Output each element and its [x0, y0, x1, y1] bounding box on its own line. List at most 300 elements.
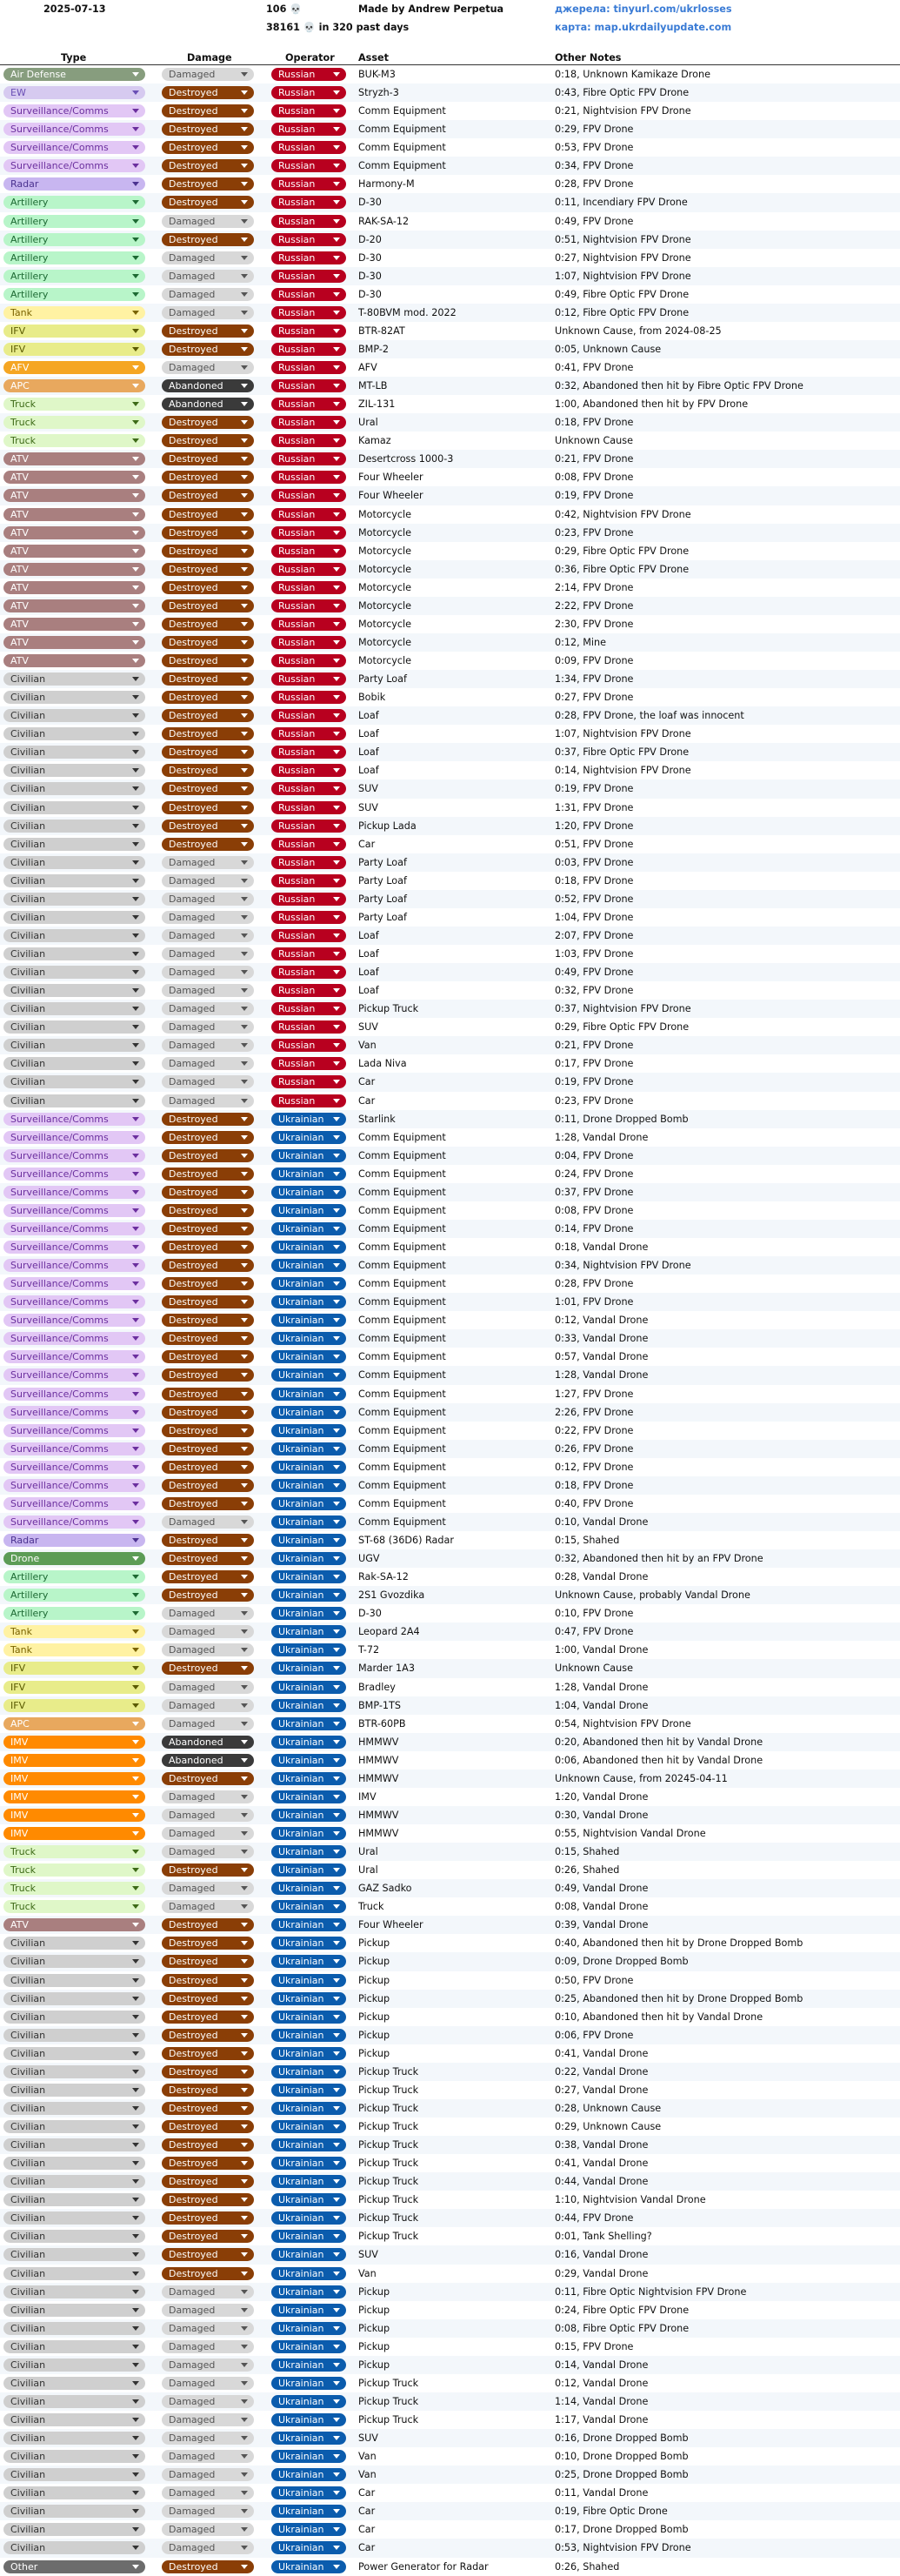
operator-select[interactable]: Ukrainian — [271, 1314, 346, 1327]
type-select[interactable]: Air Defense — [3, 68, 145, 81]
type-select[interactable]: Civilian — [3, 2413, 145, 2426]
damage-select[interactable]: Destroyed — [162, 1277, 254, 1290]
damage-select[interactable]: Damaged — [162, 1020, 254, 1034]
type-select[interactable]: Civilian — [3, 2084, 145, 2097]
damage-select[interactable]: Destroyed — [162, 489, 254, 502]
operator-select[interactable]: Ukrainian — [271, 1424, 346, 1437]
column-header-damage[interactable]: Damage — [187, 52, 232, 64]
damage-select[interactable]: Destroyed — [162, 2157, 254, 2170]
damage-select[interactable]: Destroyed — [162, 1461, 254, 1474]
type-select[interactable]: Artillery — [3, 251, 145, 264]
damage-select[interactable]: Destroyed — [162, 434, 254, 447]
operator-select[interactable]: Ukrainian — [271, 1699, 346, 1712]
type-select[interactable]: Civilian — [3, 2267, 145, 2280]
type-select[interactable]: Civilian — [3, 2486, 145, 2499]
type-select[interactable]: IFV — [3, 1681, 145, 1694]
type-select[interactable]: Civilian — [3, 2029, 145, 2042]
operator-select[interactable]: Russian — [271, 947, 346, 960]
damage-select[interactable]: Damaged — [162, 1882, 254, 1895]
damage-select[interactable]: Destroyed — [162, 1204, 254, 1217]
type-select[interactable]: Surveillance/Comms — [3, 141, 145, 154]
damage-select[interactable]: Damaged — [162, 966, 254, 979]
damage-select[interactable]: Damaged — [162, 1699, 254, 1712]
type-select[interactable]: Civilian — [3, 782, 145, 795]
damage-select[interactable]: Destroyed — [162, 1168, 254, 1181]
column-header-operator[interactable]: Operator — [285, 52, 335, 64]
operator-select[interactable]: Ukrainian — [271, 1772, 346, 1785]
operator-select[interactable]: Ukrainian — [271, 2175, 346, 2188]
type-select[interactable]: Truck — [3, 434, 145, 447]
operator-select[interactable]: Russian — [271, 159, 346, 172]
operator-select[interactable]: Ukrainian — [271, 2011, 346, 2024]
damage-select[interactable]: Destroyed — [162, 1937, 254, 1950]
type-select[interactable]: IFV — [3, 1662, 145, 1675]
damage-select[interactable]: Destroyed — [162, 2047, 254, 2060]
damage-select[interactable]: Damaged — [162, 2505, 254, 2518]
damage-select[interactable]: Destroyed — [162, 691, 254, 704]
type-select[interactable]: APC — [3, 379, 145, 392]
operator-select[interactable]: Ukrainian — [271, 1461, 346, 1474]
type-select[interactable]: Surveillance/Comms — [3, 1350, 145, 1363]
operator-select[interactable]: Ukrainian — [271, 2304, 346, 2317]
damage-select[interactable]: Destroyed — [162, 1314, 254, 1327]
type-select[interactable]: Radar — [3, 177, 145, 191]
operator-select[interactable]: Ukrainian — [271, 2193, 346, 2206]
operator-select[interactable]: Ukrainian — [271, 2359, 346, 2372]
damage-select[interactable]: Destroyed — [162, 1497, 254, 1510]
operator-select[interactable]: Ukrainian — [271, 1497, 346, 1510]
damage-select[interactable]: Destroyed — [162, 1424, 254, 1437]
operator-select[interactable]: Ukrainian — [271, 1406, 346, 1419]
type-select[interactable]: Surveillance/Comms — [3, 1259, 145, 1272]
type-select[interactable]: ATV — [3, 452, 145, 465]
damage-select[interactable]: Destroyed — [162, 654, 254, 667]
damage-select[interactable]: Destroyed — [162, 416, 254, 429]
damage-select[interactable]: Destroyed — [162, 1589, 254, 1602]
type-select[interactable]: IFV — [3, 325, 145, 338]
operator-select[interactable]: Ukrainian — [271, 2230, 346, 2243]
damage-select[interactable]: Destroyed — [162, 1131, 254, 1144]
type-select[interactable]: Truck — [3, 1882, 145, 1895]
damage-select[interactable]: Destroyed — [162, 1332, 254, 1345]
operator-select[interactable]: Ukrainian — [271, 2560, 346, 2573]
damage-select[interactable]: Destroyed — [162, 2230, 254, 2243]
damage-select[interactable]: Destroyed — [162, 2084, 254, 2097]
type-select[interactable]: Tank — [3, 1625, 145, 1638]
type-select[interactable]: Surveillance/Comms — [3, 1204, 145, 1217]
damage-select[interactable]: Damaged — [162, 2523, 254, 2536]
type-select[interactable]: Truck — [3, 1900, 145, 1913]
type-select[interactable]: Surveillance/Comms — [3, 1515, 145, 1529]
damage-select[interactable]: Damaged — [162, 288, 254, 301]
operator-select[interactable]: Ukrainian — [271, 1827, 346, 1840]
type-select[interactable]: Civilian — [3, 2432, 145, 2445]
operator-select[interactable]: Ukrainian — [271, 1625, 346, 1638]
type-select[interactable]: Civilian — [3, 929, 145, 942]
operator-select[interactable]: Ukrainian — [271, 2523, 346, 2536]
type-select[interactable]: ATV — [3, 545, 145, 558]
damage-select[interactable]: Destroyed — [162, 2211, 254, 2225]
damage-select[interactable]: Damaged — [162, 2359, 254, 2372]
operator-select[interactable]: Russian — [271, 434, 346, 447]
operator-select[interactable]: Ukrainian — [271, 1277, 346, 1290]
operator-select[interactable]: Russian — [271, 398, 346, 411]
damage-select[interactable]: Damaged — [162, 1094, 254, 1107]
damage-select[interactable]: Destroyed — [162, 196, 254, 209]
operator-select[interactable]: Ukrainian — [271, 1259, 346, 1272]
damage-select[interactable]: Destroyed — [162, 343, 254, 356]
type-select[interactable]: Artillery — [3, 215, 145, 228]
operator-select[interactable]: Ukrainian — [271, 1442, 346, 1455]
type-select[interactable]: ATV — [3, 563, 145, 576]
operator-select[interactable]: Ukrainian — [271, 2211, 346, 2225]
operator-select[interactable]: Russian — [271, 1002, 346, 1015]
operator-select[interactable]: Russian — [271, 545, 346, 558]
operator-select[interactable]: Russian — [271, 251, 346, 264]
operator-select[interactable]: Ukrainian — [271, 2450, 346, 2463]
damage-select[interactable]: Destroyed — [162, 1955, 254, 1968]
type-select[interactable]: Civilian — [3, 746, 145, 759]
damage-select[interactable]: Damaged — [162, 929, 254, 942]
operator-select[interactable]: Ukrainian — [271, 1809, 346, 1822]
type-select[interactable]: Civilian — [3, 801, 145, 814]
damage-select[interactable]: Abandoned — [162, 379, 254, 392]
damage-select[interactable]: Destroyed — [162, 177, 254, 191]
type-select[interactable]: Civilian — [3, 2102, 145, 2115]
type-select[interactable]: APC — [3, 1717, 145, 1730]
type-select[interactable]: Surveillance/Comms — [3, 159, 145, 172]
operator-select[interactable]: Russian — [271, 1094, 346, 1107]
type-select[interactable]: Civilian — [3, 1057, 145, 1070]
type-select[interactable]: Surveillance/Comms — [3, 1149, 145, 1162]
damage-select[interactable]: Destroyed — [162, 2267, 254, 2280]
operator-select[interactable]: Ukrainian — [271, 2120, 346, 2133]
damage-select[interactable]: Destroyed — [162, 709, 254, 722]
operator-select[interactable]: Russian — [271, 581, 346, 594]
type-select[interactable]: Civilian — [3, 2395, 145, 2408]
type-select[interactable]: Tank — [3, 306, 145, 319]
operator-select[interactable]: Ukrainian — [271, 2432, 346, 2445]
type-select[interactable]: Civilian — [3, 2248, 145, 2261]
type-select[interactable]: Civilian — [3, 874, 145, 887]
type-select[interactable]: ATV — [3, 654, 145, 667]
type-select[interactable]: Surveillance/Comms — [3, 1113, 145, 1126]
type-select[interactable]: IMV — [3, 1772, 145, 1785]
type-select[interactable]: Surveillance/Comms — [3, 123, 145, 136]
damage-select[interactable]: Damaged — [162, 856, 254, 869]
type-select[interactable]: Civilian — [3, 2322, 145, 2335]
damage-select[interactable]: Damaged — [162, 1075, 254, 1088]
damage-select[interactable]: Destroyed — [162, 2193, 254, 2206]
damage-select[interactable]: Destroyed — [162, 1662, 254, 1675]
damage-select[interactable]: Destroyed — [162, 2560, 254, 2573]
damage-select[interactable]: Damaged — [162, 2285, 254, 2298]
operator-select[interactable]: Russian — [271, 270, 346, 283]
damage-select[interactable]: Destroyed — [162, 782, 254, 795]
operator-select[interactable]: Ukrainian — [271, 1295, 346, 1308]
operator-select[interactable]: Ukrainian — [271, 2157, 346, 2170]
type-select[interactable]: Surveillance/Comms — [3, 1168, 145, 1181]
type-select[interactable]: Tank — [3, 1643, 145, 1656]
operator-select[interactable]: Ukrainian — [271, 1168, 346, 1181]
type-select[interactable]: Civilian — [3, 2468, 145, 2481]
operator-select[interactable]: Russian — [271, 1075, 346, 1088]
column-header-notes[interactable]: Other Notes — [555, 52, 622, 64]
operator-select[interactable]: Russian — [271, 177, 346, 191]
type-select[interactable]: Artillery — [3, 288, 145, 301]
type-select[interactable]: Civilian — [3, 838, 145, 851]
type-select[interactable]: Surveillance/Comms — [3, 1442, 145, 1455]
operator-select[interactable]: Russian — [271, 746, 346, 759]
operator-select[interactable]: Russian — [271, 1057, 346, 1070]
damage-select[interactable]: Destroyed — [162, 672, 254, 686]
damage-select[interactable]: Destroyed — [162, 2175, 254, 2188]
operator-select[interactable]: Russian — [271, 508, 346, 521]
operator-select[interactable]: Russian — [271, 709, 346, 722]
operator-select[interactable]: Russian — [271, 1020, 346, 1034]
operator-select[interactable]: Ukrainian — [271, 1589, 346, 1602]
damage-select[interactable]: Damaged — [162, 874, 254, 887]
type-select[interactable]: Radar — [3, 1534, 145, 1547]
type-select[interactable]: Surveillance/Comms — [3, 1186, 145, 1199]
damage-select[interactable]: Destroyed — [162, 508, 254, 521]
damage-select[interactable]: Abandoned — [162, 398, 254, 411]
type-select[interactable]: Surveillance/Comms — [3, 1461, 145, 1474]
operator-select[interactable]: Russian — [271, 288, 346, 301]
damage-select[interactable]: Destroyed — [162, 233, 254, 246]
operator-select[interactable]: Ukrainian — [271, 1882, 346, 1895]
damage-select[interactable]: Destroyed — [162, 581, 254, 594]
type-select[interactable]: Surveillance/Comms — [3, 1295, 145, 1308]
type-select[interactable]: Civilian — [3, 2541, 145, 2554]
operator-select[interactable]: Ukrainian — [271, 1131, 346, 1144]
damage-select[interactable]: Destroyed — [162, 1388, 254, 1401]
type-select[interactable]: ATV — [3, 489, 145, 502]
damage-select[interactable]: Damaged — [162, 251, 254, 264]
damage-select[interactable]: Destroyed — [162, 1259, 254, 1272]
operator-select[interactable]: Russian — [271, 104, 346, 117]
operator-select[interactable]: Ukrainian — [271, 1974, 346, 1987]
damage-select[interactable]: Damaged — [162, 1790, 254, 1803]
type-select[interactable]: ATV — [3, 526, 145, 539]
damage-select[interactable]: Destroyed — [162, 1406, 254, 1419]
operator-select[interactable]: Ukrainian — [271, 1643, 346, 1656]
damage-select[interactable]: Destroyed — [162, 1350, 254, 1363]
operator-select[interactable]: Russian — [271, 654, 346, 667]
type-select[interactable]: Civilian — [3, 764, 145, 777]
operator-select[interactable]: Ukrainian — [271, 2065, 346, 2078]
type-select[interactable]: IMV — [3, 1754, 145, 1767]
operator-select[interactable]: Ukrainian — [271, 1479, 346, 1492]
type-select[interactable]: Other — [3, 2560, 145, 2573]
damage-select[interactable]: Destroyed — [162, 599, 254, 612]
operator-select[interactable]: Russian — [271, 123, 346, 136]
operator-select[interactable]: Russian — [271, 911, 346, 924]
type-select[interactable]: Surveillance/Comms — [3, 1314, 145, 1327]
operator-select[interactable]: Ukrainian — [271, 1717, 346, 1730]
type-select[interactable]: Civilian — [3, 1039, 145, 1052]
damage-select[interactable]: Destroyed — [162, 1534, 254, 1547]
type-select[interactable]: Civilian — [3, 2193, 145, 2206]
damage-select[interactable]: Damaged — [162, 2541, 254, 2554]
damage-select[interactable]: Abandoned — [162, 1754, 254, 1767]
operator-select[interactable]: Ukrainian — [271, 2468, 346, 2481]
type-select[interactable]: IFV — [3, 1699, 145, 1712]
damage-select[interactable]: Destroyed — [162, 1992, 254, 2005]
damage-select[interactable]: Destroyed — [162, 2102, 254, 2115]
operator-select[interactable]: Russian — [271, 764, 346, 777]
type-select[interactable]: Surveillance/Comms — [3, 1222, 145, 1235]
operator-select[interactable]: Ukrainian — [271, 1937, 346, 1950]
operator-select[interactable]: Ukrainian — [271, 2248, 346, 2261]
damage-select[interactable]: Destroyed — [162, 618, 254, 631]
operator-select[interactable]: Russian — [271, 856, 346, 869]
operator-select[interactable]: Russian — [271, 379, 346, 392]
operator-select[interactable]: Russian — [271, 86, 346, 99]
damage-select[interactable]: Destroyed — [162, 2138, 254, 2151]
operator-select[interactable]: Ukrainian — [271, 1241, 346, 1254]
damage-select[interactable]: Damaged — [162, 215, 254, 228]
damage-select[interactable]: Damaged — [162, 2413, 254, 2426]
operator-select[interactable]: Russian — [271, 966, 346, 979]
operator-select[interactable]: Ukrainian — [271, 1790, 346, 1803]
damage-select[interactable]: Destroyed — [162, 746, 254, 759]
operator-select[interactable]: Ukrainian — [271, 2138, 346, 2151]
operator-select[interactable]: Russian — [271, 801, 346, 814]
operator-select[interactable]: Ukrainian — [271, 2047, 346, 2060]
operator-select[interactable]: Russian — [271, 306, 346, 319]
type-select[interactable]: Artillery — [3, 1607, 145, 1620]
operator-select[interactable]: Ukrainian — [271, 2102, 346, 2115]
type-select[interactable]: Civilian — [3, 1992, 145, 2005]
type-select[interactable]: Civilian — [3, 2211, 145, 2225]
operator-select[interactable]: Ukrainian — [271, 1845, 346, 1858]
damage-select[interactable]: Destroyed — [162, 1552, 254, 1565]
operator-select[interactable]: Russian — [271, 874, 346, 887]
type-select[interactable]: AFV — [3, 361, 145, 374]
operator-select[interactable]: Russian — [271, 452, 346, 465]
damage-select[interactable]: Destroyed — [162, 838, 254, 851]
damage-select[interactable]: Damaged — [162, 1900, 254, 1913]
operator-select[interactable]: Ukrainian — [271, 2084, 346, 2097]
damage-select[interactable]: Destroyed — [162, 563, 254, 576]
damage-select[interactable]: Damaged — [162, 911, 254, 924]
operator-select[interactable]: Russian — [271, 618, 346, 631]
damage-select[interactable]: Abandoned — [162, 1736, 254, 1749]
type-select[interactable]: Civilian — [3, 893, 145, 906]
type-select[interactable]: Artillery — [3, 1570, 145, 1583]
operator-select[interactable]: Ukrainian — [271, 2505, 346, 2518]
type-select[interactable]: Surveillance/Comms — [3, 1277, 145, 1290]
operator-select[interactable]: Russian — [271, 563, 346, 576]
damage-select[interactable]: Damaged — [162, 2486, 254, 2499]
operator-select[interactable]: Ukrainian — [271, 1552, 346, 1565]
type-select[interactable]: Civilian — [3, 1094, 145, 1107]
operator-select[interactable]: Ukrainian — [271, 1570, 346, 1583]
damage-select[interactable]: Destroyed — [162, 2029, 254, 2042]
operator-select[interactable]: Russian — [271, 233, 346, 246]
operator-select[interactable]: Russian — [271, 141, 346, 154]
type-select[interactable]: IFV — [3, 343, 145, 356]
type-select[interactable]: Surveillance/Comms — [3, 1388, 145, 1401]
type-select[interactable]: Civilian — [3, 2175, 145, 2188]
operator-select[interactable]: Russian — [271, 727, 346, 740]
damage-select[interactable]: Damaged — [162, 1625, 254, 1638]
type-select[interactable]: ATV — [3, 581, 145, 594]
type-select[interactable]: Civilian — [3, 672, 145, 686]
type-select[interactable]: Surveillance/Comms — [3, 1497, 145, 1510]
operator-select[interactable]: Russian — [271, 929, 346, 942]
type-select[interactable]: Surveillance/Comms — [3, 1131, 145, 1144]
damage-select[interactable]: Destroyed — [162, 141, 254, 154]
type-select[interactable]: ATV — [3, 618, 145, 631]
damage-select[interactable]: Destroyed — [162, 1241, 254, 1254]
damage-select[interactable]: Destroyed — [162, 2065, 254, 2078]
type-select[interactable]: Civilian — [3, 2523, 145, 2536]
operator-select[interactable]: Ukrainian — [271, 1368, 346, 1382]
operator-select[interactable]: Ukrainian — [271, 2395, 346, 2408]
type-select[interactable]: Civilian — [3, 2377, 145, 2390]
damage-select[interactable]: Destroyed — [162, 801, 254, 814]
damage-select[interactable]: Destroyed — [162, 104, 254, 117]
operator-select[interactable]: Ukrainian — [271, 2541, 346, 2554]
operator-select[interactable]: Russian — [271, 489, 346, 502]
damage-select[interactable]: Damaged — [162, 947, 254, 960]
type-select[interactable]: Civilian — [3, 966, 145, 979]
type-select[interactable]: Surveillance/Comms — [3, 1241, 145, 1254]
damage-select[interactable]: Destroyed — [162, 471, 254, 484]
operator-select[interactable]: Ukrainian — [271, 1918, 346, 1931]
type-select[interactable]: Surveillance/Comms — [3, 1424, 145, 1437]
operator-select[interactable]: Ukrainian — [271, 1955, 346, 1968]
operator-select[interactable]: Ukrainian — [271, 1681, 346, 1694]
damage-select[interactable]: Destroyed — [162, 727, 254, 740]
type-select[interactable]: Surveillance/Comms — [3, 104, 145, 117]
type-select[interactable]: Civilian — [3, 2285, 145, 2298]
type-select[interactable]: Civilian — [3, 2450, 145, 2463]
damage-select[interactable]: Damaged — [162, 1515, 254, 1529]
damage-select[interactable]: Damaged — [162, 1717, 254, 1730]
damage-select[interactable]: Damaged — [162, 1643, 254, 1656]
operator-select[interactable]: Russian — [271, 526, 346, 539]
type-select[interactable]: ATV — [3, 508, 145, 521]
type-select[interactable]: Truck — [3, 416, 145, 429]
damage-select[interactable]: Damaged — [162, 1002, 254, 1015]
damage-select[interactable]: Damaged — [162, 2432, 254, 2445]
operator-select[interactable]: Russian — [271, 325, 346, 338]
operator-select[interactable]: Ukrainian — [271, 2267, 346, 2280]
damage-select[interactable]: Damaged — [162, 2322, 254, 2335]
operator-select[interactable]: Ukrainian — [271, 1900, 346, 1913]
operator-select[interactable]: Ukrainian — [271, 2486, 346, 2499]
damage-select[interactable]: Damaged — [162, 1681, 254, 1694]
damage-select[interactable]: Damaged — [162, 2340, 254, 2353]
type-select[interactable]: Civilian — [3, 2011, 145, 2024]
type-select[interactable]: Truck — [3, 1863, 145, 1877]
type-select[interactable]: Civilian — [3, 2340, 145, 2353]
damage-select[interactable]: Destroyed — [162, 764, 254, 777]
type-select[interactable]: Drone — [3, 1552, 145, 1565]
type-select[interactable]: Civilian — [3, 691, 145, 704]
type-select[interactable]: Civilian — [3, 2138, 145, 2151]
damage-select[interactable]: Destroyed — [162, 1113, 254, 1126]
damage-select[interactable]: Damaged — [162, 1057, 254, 1070]
sources-link[interactable]: джерела: tinyurl.com/ukrlosses — [555, 3, 732, 15]
type-select[interactable]: Surveillance/Comms — [3, 1368, 145, 1382]
type-select[interactable]: ATV — [3, 599, 145, 612]
operator-select[interactable]: Russian — [271, 636, 346, 649]
type-select[interactable]: Truck — [3, 1845, 145, 1858]
